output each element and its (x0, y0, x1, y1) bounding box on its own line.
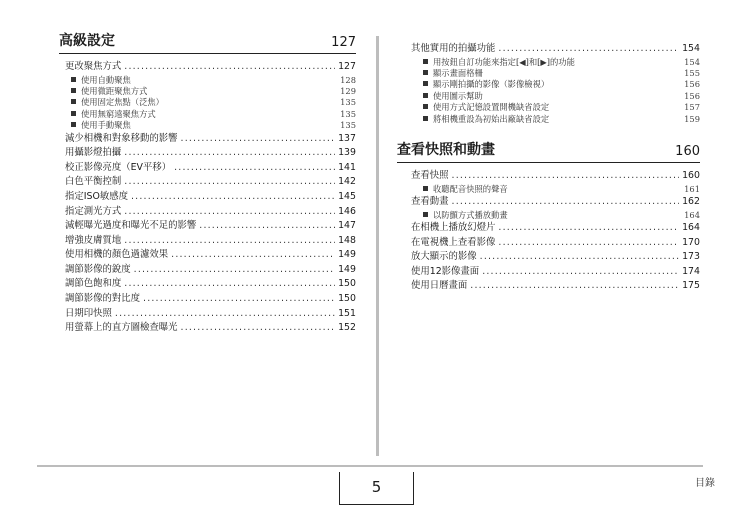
toc-entry-page: 142 (338, 176, 356, 188)
toc-entry[interactable] (59, 161, 356, 176)
toc-entry-page: 150 (338, 293, 356, 305)
toc-entry-title: 在電視機上查看影像 (411, 236, 496, 248)
toc-entry-page: 127 (338, 61, 356, 72)
toc-entry-page: 156 (684, 90, 700, 101)
toc-entry-page: 150 (338, 278, 356, 290)
dot-leader (115, 307, 335, 322)
dot-leader (134, 263, 335, 278)
toc-entry-page: 135 (340, 97, 356, 108)
toc-entry[interactable] (59, 277, 356, 292)
toc-entry-page: 164 (682, 221, 700, 233)
toc-entry[interactable] (59, 248, 356, 263)
toc-entry[interactable] (59, 307, 356, 322)
toc-entry-title: 使用圖示幫助 (433, 90, 483, 101)
dot-leader (452, 195, 680, 210)
square-bullet-icon (423, 70, 428, 75)
square-bullet-icon (71, 77, 76, 82)
toc-entry-title: 使用方式記憶設置開機缺省設定 (433, 102, 550, 113)
toc-entry[interactable] (59, 190, 356, 205)
dot-leader (482, 265, 679, 280)
toc-entry-page: 148 (338, 234, 356, 246)
dot-leader (171, 248, 335, 263)
toc-entry-title: 查看動畫 (411, 195, 449, 207)
toc-subentry[interactable] (59, 97, 356, 108)
toc-entry-page: 154 (684, 56, 700, 67)
toc-entry-page: 175 (682, 280, 700, 292)
toc-entry-page: 129 (340, 85, 356, 96)
toc-entry-title: 以防顫方式播放動畫 (433, 209, 508, 220)
dot-leader (498, 42, 679, 57)
toc-entry-page: 157 (684, 102, 700, 113)
toc-entry-title: 使用12影像畫面 (411, 265, 480, 277)
toc-entry-title: 使用微距聚焦方式 (81, 85, 148, 96)
toc-subentry[interactable] (59, 86, 356, 97)
toc-entry-title: 指定ISO敏感度 (65, 190, 128, 202)
toc-entry[interactable] (397, 250, 700, 265)
square-bullet-icon (423, 81, 428, 86)
dot-leader (124, 277, 335, 292)
square-bullet-icon (423, 104, 428, 109)
toc-subentry[interactable] (59, 75, 356, 86)
toc-entry-page: 149 (338, 249, 356, 261)
toc-entry-page: 156 (684, 79, 700, 90)
toc-entry-title: 放大顯示的影像 (411, 251, 477, 263)
toc-entry[interactable] (59, 219, 356, 234)
toc-entry-page: 152 (338, 322, 356, 334)
square-bullet-icon (423, 93, 428, 98)
toc-entry[interactable] (59, 234, 356, 249)
toc-entry-title: 指定測光方式 (65, 205, 122, 217)
toc-list-advanced (59, 60, 356, 336)
toc-subentry[interactable] (59, 120, 356, 131)
section-title: 高級設定 (59, 33, 115, 49)
square-bullet-icon (423, 59, 428, 64)
toc-subentry[interactable] (397, 57, 700, 68)
toc-entry[interactable] (397, 236, 700, 251)
toc-entry-page: 154 (682, 43, 700, 54)
toc-entry-title: 白色平衡控制 (65, 176, 122, 188)
footer-rule (37, 465, 703, 467)
toc-entry-page: 170 (682, 236, 700, 248)
dot-leader (498, 236, 679, 251)
toc-entry-title: 查看快照 (411, 169, 449, 181)
toc-entry-page: 151 (338, 307, 356, 319)
toc-entry-title: 在相機上播放幻燈片 (411, 221, 496, 233)
toc-list-other-functions (397, 42, 700, 125)
toc-entry-title: 使用無窮遠聚焦方式 (81, 108, 156, 119)
toc-entry-page: 160 (682, 169, 700, 181)
toc-entry[interactable] (397, 195, 700, 210)
toc-entry-page: 139 (338, 147, 356, 159)
section-heading-view (397, 139, 700, 163)
toc-entry-title: 日期印快照 (65, 307, 112, 319)
toc-entry-title: 減少相機和對象移動的影響 (65, 132, 178, 144)
toc-subentry[interactable] (397, 91, 700, 102)
toc-entry-title: 調節色飽和度 (65, 278, 122, 290)
dot-leader (124, 60, 335, 75)
dot-leader (124, 234, 335, 249)
dot-leader (199, 219, 335, 234)
dot-leader (452, 169, 680, 184)
toc-entry-title: 增強皮膚質地 (65, 234, 122, 246)
toc-entry[interactable] (59, 292, 356, 307)
section-title: 查看快照和動畫 (397, 141, 495, 158)
toc-entry[interactable] (59, 263, 356, 278)
toc-entry-page: 135 (340, 120, 356, 131)
toc-entry[interactable] (397, 221, 700, 236)
toc-entry-page: 145 (338, 190, 356, 202)
toc-subentry[interactable] (397, 210, 700, 221)
toc-entry-page: 155 (684, 67, 700, 78)
toc-entry-title: 使用固定焦點（泛焦） (81, 97, 164, 108)
square-bullet-icon (71, 88, 76, 93)
toc-subentry[interactable] (397, 102, 700, 113)
toc-right-column (397, 30, 700, 294)
toc-entry-title: 其他實用的拍攝功能 (411, 43, 496, 54)
toc-entry-title: 更改聚焦方式 (65, 61, 122, 72)
column-divider (376, 36, 379, 456)
toc-subentry[interactable] (397, 79, 700, 90)
toc-entry-title: 用按鈕自訂功能來指定[◀]和[▶]的功能 (433, 56, 575, 67)
dot-leader (498, 221, 679, 236)
dot-leader (470, 279, 679, 294)
toc-entry-page: 161 (684, 183, 700, 194)
toc-entry-page: 147 (338, 220, 356, 232)
toc-left-column (59, 30, 356, 336)
square-bullet-icon (423, 186, 428, 191)
toc-list-view (397, 169, 700, 294)
toc-entry-title: 調節影像的對比度 (65, 293, 141, 305)
toc-entry-page: 137 (338, 132, 356, 144)
toc-entry[interactable] (59, 60, 356, 75)
toc-entry[interactable] (397, 169, 700, 184)
toc-entry-page: 149 (338, 263, 356, 275)
toc-entry-title: 使用相機的顏色過濾效果 (65, 249, 169, 261)
square-bullet-icon (71, 122, 76, 127)
dot-leader (480, 250, 679, 265)
toc-entry-page: 135 (340, 108, 356, 119)
dot-leader (143, 292, 335, 307)
page-number: 5 (371, 478, 382, 496)
dot-leader (181, 321, 336, 336)
dot-leader (124, 205, 335, 220)
square-bullet-icon (71, 99, 76, 104)
toc-subentry[interactable] (397, 114, 700, 125)
toc-entry-title: 顯示畫面格柵 (433, 67, 483, 78)
toc-entry-title: 用攝影燈拍攝 (65, 147, 122, 159)
toc-entry[interactable] (397, 42, 700, 57)
dot-leader (181, 132, 336, 147)
toc-entry-title: 減輕曝光過度和曝光不足的影響 (65, 220, 197, 232)
toc-entry[interactable] (59, 132, 356, 147)
toc-entry-title: 使用自動聚焦 (81, 74, 131, 85)
toc-entry[interactable] (59, 205, 356, 220)
dot-leader (124, 175, 335, 190)
toc-entry-title: 使用手動聚焦 (81, 120, 131, 131)
square-bullet-icon (423, 212, 428, 217)
toc-entry[interactable] (59, 321, 356, 336)
toc-entry-title: 校正影像亮度（EV平移） (65, 161, 172, 173)
toc-subentry[interactable] (59, 109, 356, 120)
toc-subentry[interactable] (397, 184, 700, 195)
toc-entry-page: 164 (684, 209, 700, 220)
toc-entry[interactable] (59, 175, 356, 190)
toc-entry-page: 159 (684, 113, 700, 124)
toc-entry[interactable] (397, 279, 700, 294)
section-page-number: 127 (331, 35, 356, 50)
square-bullet-icon (71, 111, 76, 116)
toc-entry-page: 128 (340, 74, 356, 85)
toc-entry-title: 將相機重設為初始出廠缺省設定 (433, 113, 550, 124)
toc-entry[interactable] (397, 265, 700, 280)
section-page-number: 160 (675, 143, 700, 159)
dot-leader (131, 190, 335, 205)
toc-entry-title: 顯示剛拍攝的影像（影像檢視） (433, 79, 550, 90)
toc-entry-title: 用螢幕上的直方圖檢查曝光 (65, 322, 178, 334)
toc-entry-page: 173 (682, 251, 700, 263)
toc-entry-title: 調節影像的銳度 (65, 263, 131, 275)
page-number-tab (339, 472, 414, 505)
square-bullet-icon (423, 116, 428, 121)
dot-leader (124, 146, 335, 161)
dot-leader (174, 161, 335, 176)
toc-entry-title: 收聽配音快照的聲音 (433, 183, 508, 194)
toc-entry-page: 162 (682, 195, 700, 207)
toc-entry-page: 174 (682, 265, 700, 277)
footer-toc-label: 目錄 (695, 478, 715, 489)
toc-entry[interactable] (59, 146, 356, 161)
section-heading-advanced (59, 30, 356, 54)
toc-subentry[interactable] (397, 68, 700, 79)
toc-entry-page: 141 (338, 161, 356, 173)
toc-entry-page: 146 (338, 205, 356, 217)
toc-entry-title: 使用日曆畫面 (411, 280, 468, 292)
